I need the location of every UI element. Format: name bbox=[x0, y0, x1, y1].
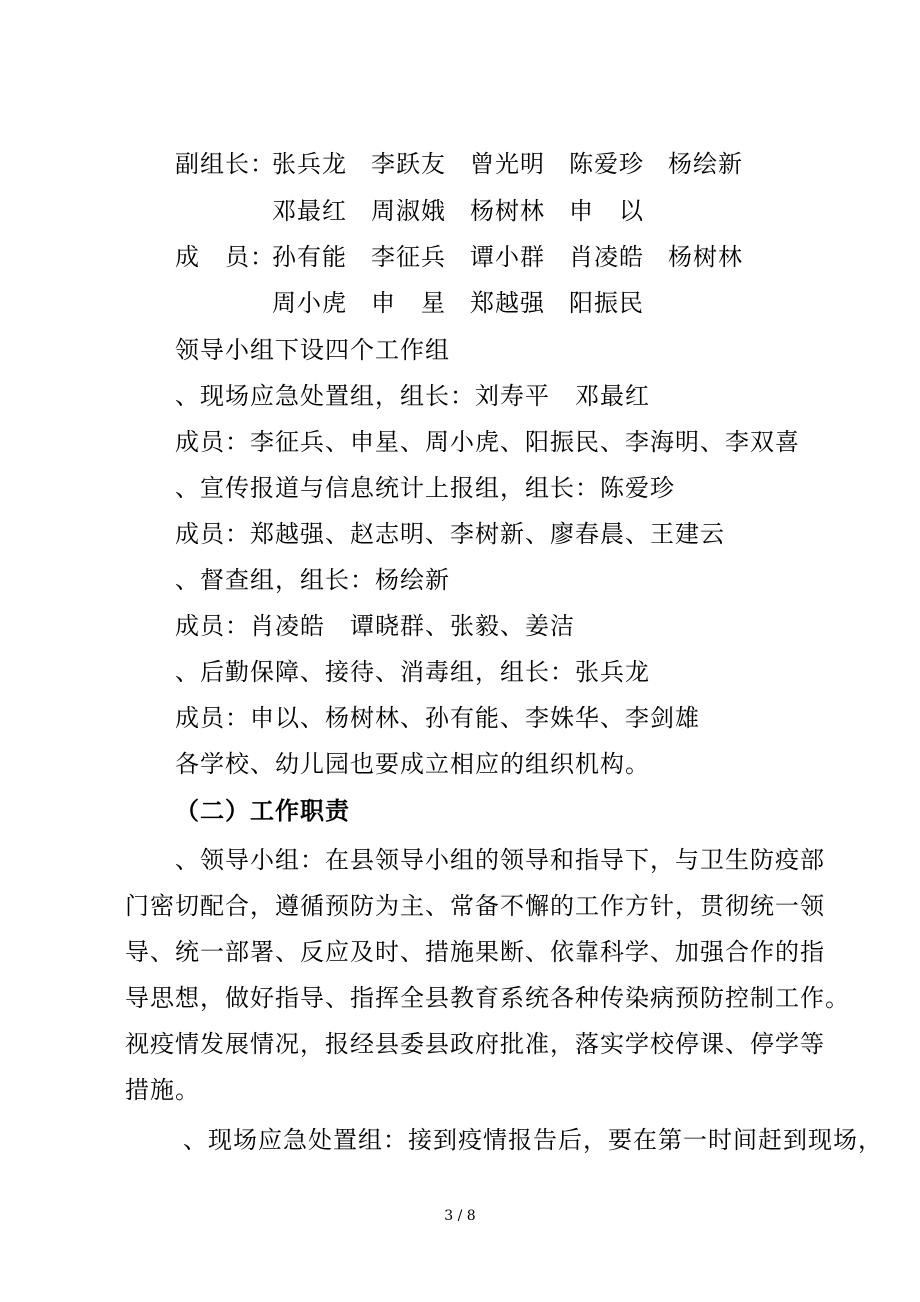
group-4-heading: 、后勤保障、接待、消毒组，组长：张兵龙 bbox=[175, 658, 650, 686]
group-1-heading: 、现场应急处置组，组长：刘寿平 邓最红 bbox=[175, 382, 650, 410]
group-2-heading: 、宣传报道与信息统计上报组，组长：陈爱珍 bbox=[175, 474, 675, 502]
paragraph-1-line: 措施。 bbox=[125, 1076, 200, 1104]
paragraph-1-line: 导、统一部署、反应及时、措施果断、依靠科学、加强合作的指 bbox=[125, 938, 825, 966]
person-name: 阳振民 bbox=[569, 289, 644, 317]
deputy-leaders-row-2 bbox=[272, 197, 668, 225]
group-3-members: 成员：肖凌皓 谭晓群、张毅、姜洁 bbox=[175, 612, 575, 640]
paragraph-1-line: 导思想，做好指导、指挥全县教育系统各种传染病预防控制工作。 bbox=[125, 984, 850, 1012]
person-name: 杨树林 bbox=[470, 197, 545, 225]
person-name: 谭小群 bbox=[470, 243, 545, 271]
group-1-members: 成员：李征兵、申星、周小虎、阳振民、李海明、李双喜 bbox=[175, 428, 800, 456]
members-row-2 bbox=[272, 289, 668, 317]
person-name: 肖凌皓 bbox=[569, 243, 644, 271]
members-label: 成 员： bbox=[175, 243, 275, 271]
group-3-heading: 、督查组，组长：杨绘新 bbox=[175, 566, 450, 594]
working-groups-intro: 领导小组下设四个工作组 bbox=[175, 336, 450, 364]
section-heading: （二）工作职责 bbox=[175, 796, 350, 825]
group-2-members: 成员：郑越强、赵志明、李树新、廖春晨、王建云 bbox=[175, 520, 725, 548]
paragraph-2-line: 、现场应急处置组：接到疫情报告后，要在第一时间赶到现场， bbox=[183, 1126, 883, 1154]
person-name: 陈爱珍 bbox=[569, 150, 644, 178]
person-name: 申 星 bbox=[371, 289, 446, 317]
paragraph-1-line: 门密切配合，遵循预防为主、常备不懈的工作方针，贯彻统一领 bbox=[125, 892, 825, 920]
deputy-leaders-label: 副组长： bbox=[175, 150, 275, 178]
members-row-1 bbox=[175, 243, 767, 271]
person-name: 周淑娥 bbox=[371, 197, 446, 225]
page-number: 3 / 8 bbox=[444, 1208, 476, 1224]
person-name: 杨树林 bbox=[668, 243, 743, 271]
group-4-members: 成员：申以、杨树林、孙有能、李姝华、李剑雄 bbox=[175, 704, 700, 732]
person-name: 申 以 bbox=[569, 197, 644, 225]
person-name: 曾光明 bbox=[470, 150, 545, 178]
paragraph-1-line: 、领导小组：在县领导小组的领导和指导下，与卫生防疫部 bbox=[175, 846, 825, 874]
person-name: 邓最红 bbox=[272, 197, 347, 225]
person-name: 李征兵 bbox=[371, 243, 446, 271]
person-name: 张兵龙 bbox=[272, 150, 347, 178]
paragraph-1-line: 视疫情发展情况，报经县委县政府批准，落实学校停课、停学等 bbox=[125, 1030, 825, 1058]
person-name: 郑越强 bbox=[470, 289, 545, 317]
person-name: 李跃友 bbox=[371, 150, 446, 178]
schools-note: 各学校、幼儿园也要成立相应的组织机构。 bbox=[175, 750, 650, 778]
person-name: 杨绘新 bbox=[668, 150, 743, 178]
deputy-leaders-row-1 bbox=[175, 150, 767, 178]
person-name: 孙有能 bbox=[272, 243, 347, 271]
person-name: 周小虎 bbox=[272, 289, 347, 317]
